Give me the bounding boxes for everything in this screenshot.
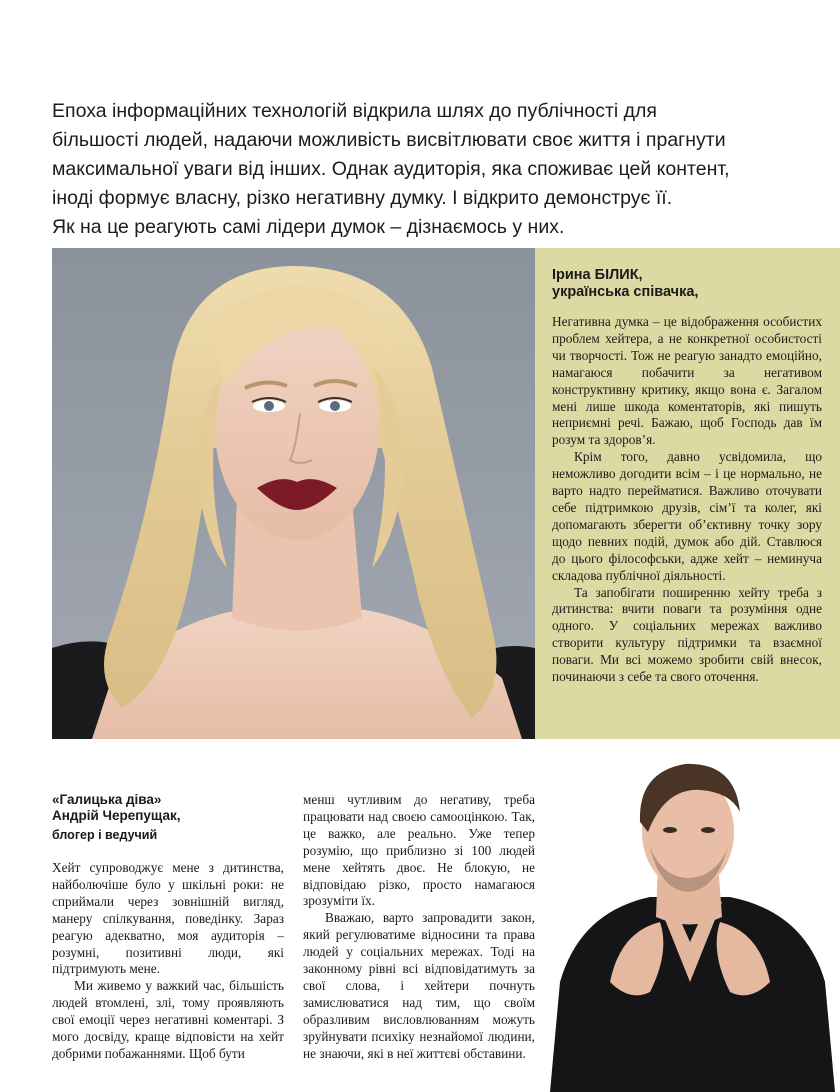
cherepushchak-portrait-photo (540, 752, 840, 1092)
intro-line: максимальної уваги від інших. Однак аудиторія, яка споживає цей контент, (52, 158, 730, 180)
intro-line: більшості людей, надаючи можливість висвітлювати своє життя і прагнути (52, 129, 726, 151)
cherepushchak-column-2 (303, 792, 535, 1063)
bilyk-quote-sidebar (535, 248, 840, 739)
bilyk-name: Ірина БІЛИК, (552, 267, 643, 283)
cherepushchak-role: блогер і ведучий (52, 828, 158, 842)
cherepushchak-heading (52, 792, 284, 824)
intro-line: Епоха інформаційних технологій відкрила шлях до публічності для (52, 100, 657, 122)
cherepushchak-column-1 (52, 792, 284, 1063)
bilyk-role: українська співачка, (552, 284, 699, 300)
bilyk-heading (552, 267, 822, 301)
cherepushchak-paragraph: Хейт супроводжує мене з дитинства, найболючіше було у шкільні роки: не сприймали через зовнішній вигляд, манеру спілкування, поведінку. Зараз реагую адекватно, моя аудиторія – розумні, позитивні люди, які підтримують мене. (52, 860, 284, 977)
intro-line: Як на це реагують самі лідери думок – дізнаємось у них. (52, 216, 565, 238)
intro-line: іноді формує власну, різко негативну думку. І відкрито демонструє її. (52, 187, 673, 209)
cherepushchak-name: Андрій Черепущак, (52, 808, 181, 823)
intro-lead (52, 97, 792, 242)
bilyk-text (552, 314, 822, 686)
bilyk-portrait-photo (52, 248, 535, 739)
bilyk-paragraph: Та запобігати поширенню хейту треба з дитинства: вчити поваги та розуміння одне одного. У соціальних мережах важливо створити культуру підтримки та взаємної поваги. Ми всі можемо зробити свій внесок, починаючи з себе та свого оточення. (552, 584, 822, 685)
bilyk-paragraph: Негативна думка – це відображення особистих проблем хейтера, а не конкретної особистості чи творчості. Тож не реагую занадто емоційно, намагаюся побачити за негативом конструктивну критику, якщо вона є. Загалом мені лише шкода коментаторів, які пишуть неприємні речі. Бажаю, щоб Господь дав їм розум та здоров’я. (552, 314, 822, 448)
cherepushchak-paragraph: Ми живемо у важкий час, більшість людей втомлені, злі, тому проявляють свої емоції через негативні коментарі. З мого досвіду, краще відповісти на хейт добрими побажаннями. Щоб бути (52, 978, 284, 1061)
cherepushchak-paragraph: Вважаю, варто запровадити закон, який регулюватиме відносини та права людей у соціальних мережах. Тоді на законному рівні всі відповідатимуть за свої слова, і хейтери почнуть замислюватися над тим, що своїм образливим висловлюванням можуть зруйнувати психіку незнайомої людини, не знаючи, які в неї життєві обставини. (303, 910, 535, 1061)
bilyk-paragraph: Крім того, давно усвідомила, що неможливо догодити всім – і це нормально, не варто надто перейматися. Важливо оточувати себе підтримкою друзів, сім’ї та колег, які допомагають зберегти об’єктивну точку зору щодо певних подій, думок або дій. Ставлюся до цього філософськи, адже хейт – неминуча складова публічної діяльності. (552, 449, 822, 583)
cherepushchak-nickname: «Галицька діва» (52, 792, 162, 807)
cherepushchak-paragraph: менш чутливим до негативу, треба працювати над своєю самооцінкою. Так, це важко, але реально. Уже тепер розумію, що приблизно зі 100 людей мене хейтять двоє. Не блокую, не відповідаю різко, просто намагаюся зрозуміти їх. (303, 792, 535, 909)
